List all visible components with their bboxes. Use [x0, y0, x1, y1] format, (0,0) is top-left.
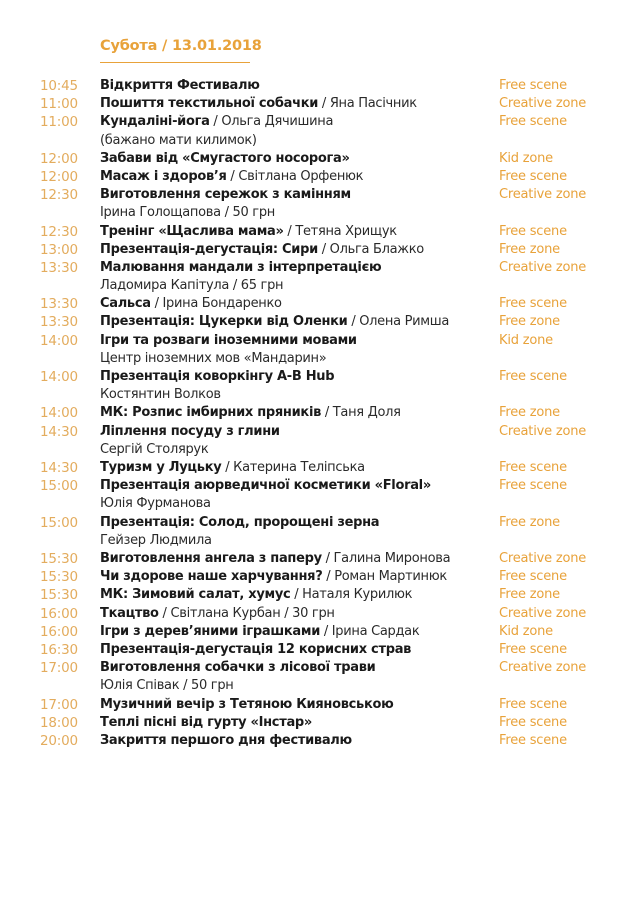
event-time: 12:30: [40, 187, 78, 204]
event-title: Виготовлення сережок з камінням: [100, 187, 351, 203]
event-time: 14:00: [40, 369, 78, 386]
schedule-row: [0, 714, 637, 732]
event-title: Музичний вечір з Тетяною Кияновською: [100, 696, 394, 712]
event-zone: Free scene: [499, 696, 567, 712]
event-zone: Free zone: [499, 405, 560, 421]
event-title: Забави від «Смугастого носорога»: [100, 150, 350, 166]
event-time: 11:00: [40, 114, 78, 131]
schedule-row: [0, 241, 637, 259]
event-time: 12:30: [40, 223, 78, 240]
event-title: Ткацтво: [100, 605, 159, 621]
event-time: 11:00: [40, 96, 78, 113]
event-title: Малювання мандали з інтерпретацією: [100, 259, 382, 275]
event-title: Тренінг «Щаслива мама»: [100, 223, 284, 239]
event-details: [100, 641, 495, 659]
event-details: [100, 186, 495, 222]
event-zone: Free scene: [499, 714, 567, 730]
schedule-row: [0, 150, 637, 168]
schedule-row: [0, 477, 637, 513]
schedule-row: [0, 696, 637, 714]
event-time: 14:00: [40, 405, 78, 422]
event-time: 14:00: [40, 332, 78, 349]
event-details: [100, 514, 495, 550]
event-title: Чи здорове наше харчування?: [100, 569, 323, 585]
schedule-row: [0, 568, 637, 586]
schedule-list: [0, 77, 637, 750]
event-title: Відкриття Фестивалю: [100, 78, 260, 93]
event-details: [100, 259, 495, 295]
schedule-row: [0, 313, 637, 331]
event-time: 13:30: [40, 314, 78, 331]
event-speaker: / Роман Мартинюк: [322, 569, 447, 585]
event-zone: Creative zone: [499, 423, 587, 439]
event-details: [100, 150, 495, 168]
event-note: Сергій Столярук: [100, 441, 209, 457]
event-zone: Free zone: [499, 514, 560, 530]
event-title: Кундаліні-йога: [100, 114, 210, 130]
schedule-row: [0, 605, 637, 623]
event-time: 12:00: [40, 150, 78, 167]
event-time: 10:45: [40, 78, 78, 94]
event-details: [100, 77, 495, 95]
event-details: [100, 623, 495, 641]
schedule-row: [0, 659, 637, 695]
event-time: 15:30: [40, 551, 78, 567]
day-header: [100, 38, 262, 63]
event-time: 13:30: [40, 296, 78, 313]
event-zone: Free scene: [499, 641, 567, 657]
event-zone: Free zone: [499, 314, 560, 330]
schedule-row: [0, 168, 637, 186]
event-time: 13:00: [40, 241, 78, 258]
event-zone: Free scene: [499, 78, 567, 93]
event-title: Закриття першого дня фестивалю: [100, 732, 352, 748]
schedule-row: [0, 586, 637, 604]
event-speaker: / Ольга Дячишина: [209, 114, 334, 130]
event-title: МК: Розпис імбирних пряників: [100, 405, 322, 421]
event-details: [100, 404, 495, 422]
event-zone: Free scene: [499, 460, 567, 476]
schedule-row: [0, 186, 637, 222]
event-details: [100, 605, 495, 623]
event-zone: Free scene: [499, 732, 567, 748]
event-note: Юлія Співак / 50 грн: [100, 678, 234, 694]
event-speaker: / Світлана Курбан / 30 грн: [158, 605, 335, 621]
event-time: 14:30: [40, 423, 78, 440]
event-zone: Free scene: [499, 114, 567, 130]
event-time: 17:00: [40, 660, 78, 677]
event-speaker: / Тетяна Хрищук: [283, 223, 397, 239]
event-details: [100, 732, 495, 750]
event-details: [100, 659, 495, 695]
schedule-row: [0, 404, 637, 422]
event-zone: Free zone: [499, 587, 560, 603]
event-time: 14:30: [40, 460, 78, 477]
event-title: Туризм у Луцьку: [100, 460, 222, 476]
event-details: [100, 168, 495, 186]
event-title: Ігри та розваги іноземними мовами: [100, 332, 357, 348]
event-time: 15:30: [40, 569, 78, 586]
schedule-row: [0, 259, 637, 295]
event-time: 16:00: [40, 623, 78, 640]
event-note: Гейзер Людмила: [100, 532, 212, 548]
event-title: Презентація-дегустація 12 корисних страв: [100, 641, 412, 657]
event-zone: Creative zone: [499, 187, 587, 203]
event-title: Презентація: Цукерки від Оленки: [100, 314, 348, 330]
event-details: [100, 696, 495, 714]
schedule-row: [0, 423, 637, 459]
event-time: 13:30: [40, 259, 78, 276]
event-title: Ігри з дерев’яними іграшками: [100, 623, 321, 639]
event-title: Виготовлення ангела з паперу: [100, 551, 322, 566]
event-note: Костянтин Волков: [100, 387, 221, 403]
event-title: Презентація: Солод, пророщені зерна: [100, 514, 380, 530]
event-details: [100, 423, 495, 459]
header-divider: [100, 62, 250, 63]
event-zone: Creative zone: [499, 605, 587, 621]
event-speaker: / Світлана Орфенюк: [226, 168, 364, 184]
schedule-row: [0, 550, 637, 568]
event-title: Пошиття текстильної собачки: [100, 96, 319, 112]
event-details: [100, 459, 495, 477]
event-time: 20:00: [40, 732, 78, 749]
event-zone: Free scene: [499, 168, 567, 184]
event-title: Ліплення посуду з глини: [100, 423, 280, 439]
schedule-row: [0, 641, 637, 659]
event-zone: Creative zone: [499, 551, 587, 566]
event-zone: Kid zone: [499, 150, 553, 166]
schedule-row: [0, 514, 637, 550]
event-details: [100, 95, 495, 113]
schedule-row: [0, 113, 637, 149]
schedule-row: [0, 77, 637, 95]
event-note: (бажано мати килимок): [100, 132, 257, 148]
event-title: Виготовлення собачки з лісової трави: [100, 660, 376, 676]
event-details: [100, 223, 495, 241]
event-time: 18:00: [40, 714, 78, 731]
event-time: 16:30: [40, 641, 78, 658]
event-zone: Creative zone: [499, 96, 587, 112]
event-speaker: / Ірина Бондаренко: [150, 296, 282, 312]
event-details: [100, 477, 495, 513]
event-title: Сальса: [100, 296, 151, 312]
event-note: Ладомира Капітула / 65 грн: [100, 278, 284, 294]
event-time: 12:00: [40, 168, 78, 185]
event-details: [100, 313, 495, 331]
event-zone: Kid zone: [499, 623, 553, 639]
schedule-row: [0, 295, 637, 313]
event-details: [100, 368, 495, 404]
event-speaker: / Олена Римша: [347, 314, 450, 330]
event-speaker: / Галина Миронова: [321, 551, 451, 566]
event-speaker: / Наталя Курилюк: [290, 587, 413, 603]
schedule-row: [0, 223, 637, 241]
event-zone: Kid zone: [499, 332, 553, 348]
event-time: 16:00: [40, 605, 78, 622]
event-speaker: / Ірина Сардак: [320, 623, 420, 639]
event-details: [100, 113, 495, 149]
schedule-row: [0, 332, 637, 368]
schedule-row: [0, 732, 637, 750]
event-details: [100, 586, 495, 604]
event-title: Презентація коворкінгу A-B Hub: [100, 369, 335, 385]
schedule-row: [0, 368, 637, 404]
event-details: [100, 714, 495, 732]
event-speaker: / Яна Пасічник: [318, 96, 417, 112]
event-note: Ірина Голощапова / 50 грн: [100, 205, 275, 221]
event-title: Масаж і здоров’я: [100, 168, 227, 184]
event-details: [100, 241, 495, 259]
event-time: 17:00: [40, 696, 78, 713]
event-zone: Free scene: [499, 369, 567, 385]
event-time: 15:30: [40, 587, 78, 604]
schedule-row: [0, 459, 637, 477]
event-zone: Free scene: [499, 296, 567, 312]
event-speaker: / Катерина Теліпська: [221, 460, 365, 476]
day-title: Субота / 13.01.2018: [100, 38, 262, 54]
event-zone: Creative zone: [499, 259, 587, 275]
schedule-row: [0, 95, 637, 113]
event-note: Центр іноземних мов «Мандарин»: [100, 350, 327, 366]
schedule-row: [0, 623, 637, 641]
event-zone: Free scene: [499, 478, 567, 494]
event-details: [100, 332, 495, 368]
event-note: Юлія Фурманова: [100, 496, 211, 512]
event-details: [100, 550, 495, 568]
event-title: Теплі пісні від гурту «Інстар»: [100, 714, 313, 730]
event-speaker: / Таня Доля: [321, 405, 401, 421]
event-time: 15:00: [40, 514, 78, 531]
event-zone: Creative zone: [499, 660, 587, 676]
event-details: [100, 568, 495, 586]
event-title: Презентація аюрведичної косметики «Floral»: [100, 478, 431, 494]
event-title: МК: Зимовий салат, хумус: [100, 587, 291, 603]
event-zone: Free scene: [499, 223, 567, 239]
event-zone: Free scene: [499, 569, 567, 585]
event-speaker: / Ольга Блажко: [317, 241, 424, 257]
event-zone: Free zone: [499, 241, 560, 257]
event-time: 15:00: [40, 478, 78, 495]
event-title: Презентація-дегустація: Сири: [100, 241, 318, 257]
event-details: [100, 295, 495, 313]
